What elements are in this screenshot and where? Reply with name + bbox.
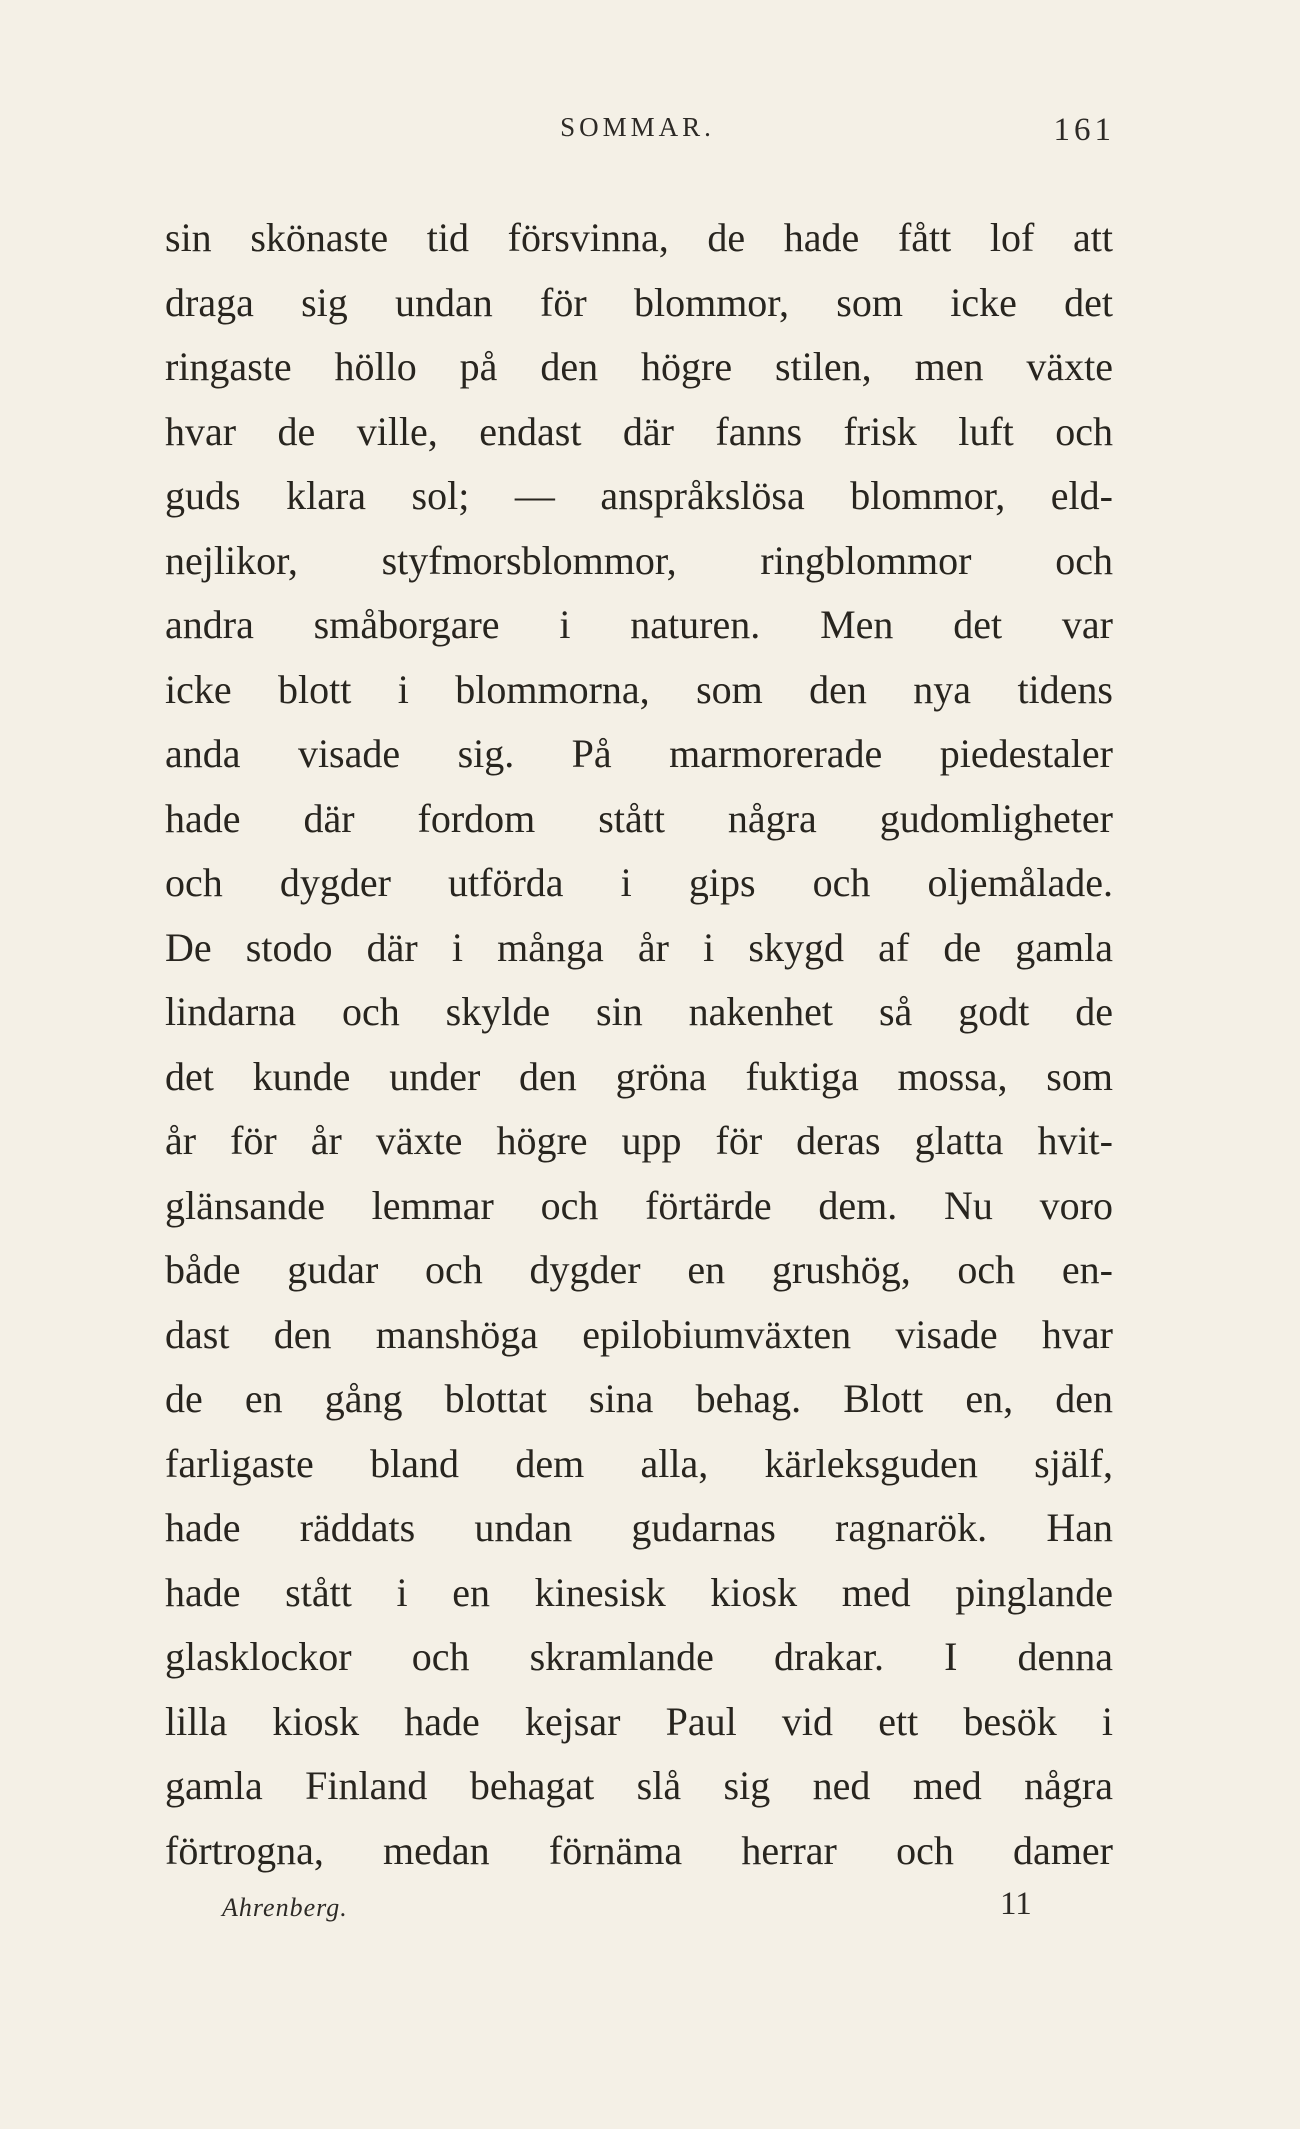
text-line: och dygder utförda i gips och oljemålade. xyxy=(165,860,1113,905)
text-line: hvar de ville, endast där fanns frisk luft och xyxy=(165,408,1113,454)
running-head xyxy=(160,112,1115,152)
text-line: icke blott i blommorna, som den nya tidens xyxy=(165,666,1113,712)
text-line: nejlikor, styfmorsblommor, ringblommor och xyxy=(165,537,1113,583)
text-line: glänsande lemmar och förtärde dem. Nu voro xyxy=(165,1182,1113,1228)
page-number: 161 xyxy=(1053,112,1115,148)
running-title: SOMMAR. xyxy=(560,112,715,142)
printer-signature: Ahrenberg. xyxy=(222,1893,348,1922)
text-line: förtrogna, medan förnäma herrar och damer xyxy=(165,1827,1113,1873)
text-line: både gudar och dygder en grushög, och en- xyxy=(165,1247,1113,1292)
text-line: andra småborgare i naturen. Men det var xyxy=(165,602,1113,647)
text-line: det kunde under den gröna fuktiga mossa, som xyxy=(165,1053,1113,1099)
body-text xyxy=(165,206,1113,1883)
text-line: farligaste bland dem alla, kärleksguden själf, xyxy=(165,1440,1113,1486)
text-line: draga sig undan för blommor, som icke det xyxy=(165,279,1113,325)
text-line: ringaste höllo på den högre stilen, men växte xyxy=(165,344,1113,389)
text-line: dast den manshöga epilobiumväxten visade hvar xyxy=(165,1311,1113,1357)
signature-number: 11 xyxy=(1000,1886,1032,1922)
text-line: sin skönaste tid försvinna, de hade fått lof att xyxy=(165,215,1113,260)
text-line: hade där fordom stått några gudomligheter xyxy=(165,795,1113,841)
text-line: anda visade sig. På marmorerade piedestaler xyxy=(165,731,1113,776)
text-line: glasklockor och skramlande drakar. I denna xyxy=(165,1634,1113,1679)
text-line: lindarna och skylde sin nakenhet så godt de xyxy=(165,989,1113,1034)
text-line: år för år växte högre upp för deras glatta hvit- xyxy=(165,1118,1113,1163)
text-line: guds klara sol; — anspråkslösa blommor, eld- xyxy=(165,473,1113,518)
text-line: lilla kiosk hade kejsar Paul vid ett besök i xyxy=(165,1698,1113,1744)
text-line: hade räddats undan gudarnas ragnarök. Han xyxy=(165,1505,1113,1550)
text-line: de en gång blottat sina behag. Blott en, den xyxy=(165,1376,1113,1421)
text-line: De stodo där i många år i skygd af de gamla xyxy=(165,924,1113,970)
text-line: gamla Finland behagat slå sig ned med några xyxy=(165,1763,1113,1808)
text-line: hade stått i en kinesisk kiosk med pinglande xyxy=(165,1569,1113,1615)
